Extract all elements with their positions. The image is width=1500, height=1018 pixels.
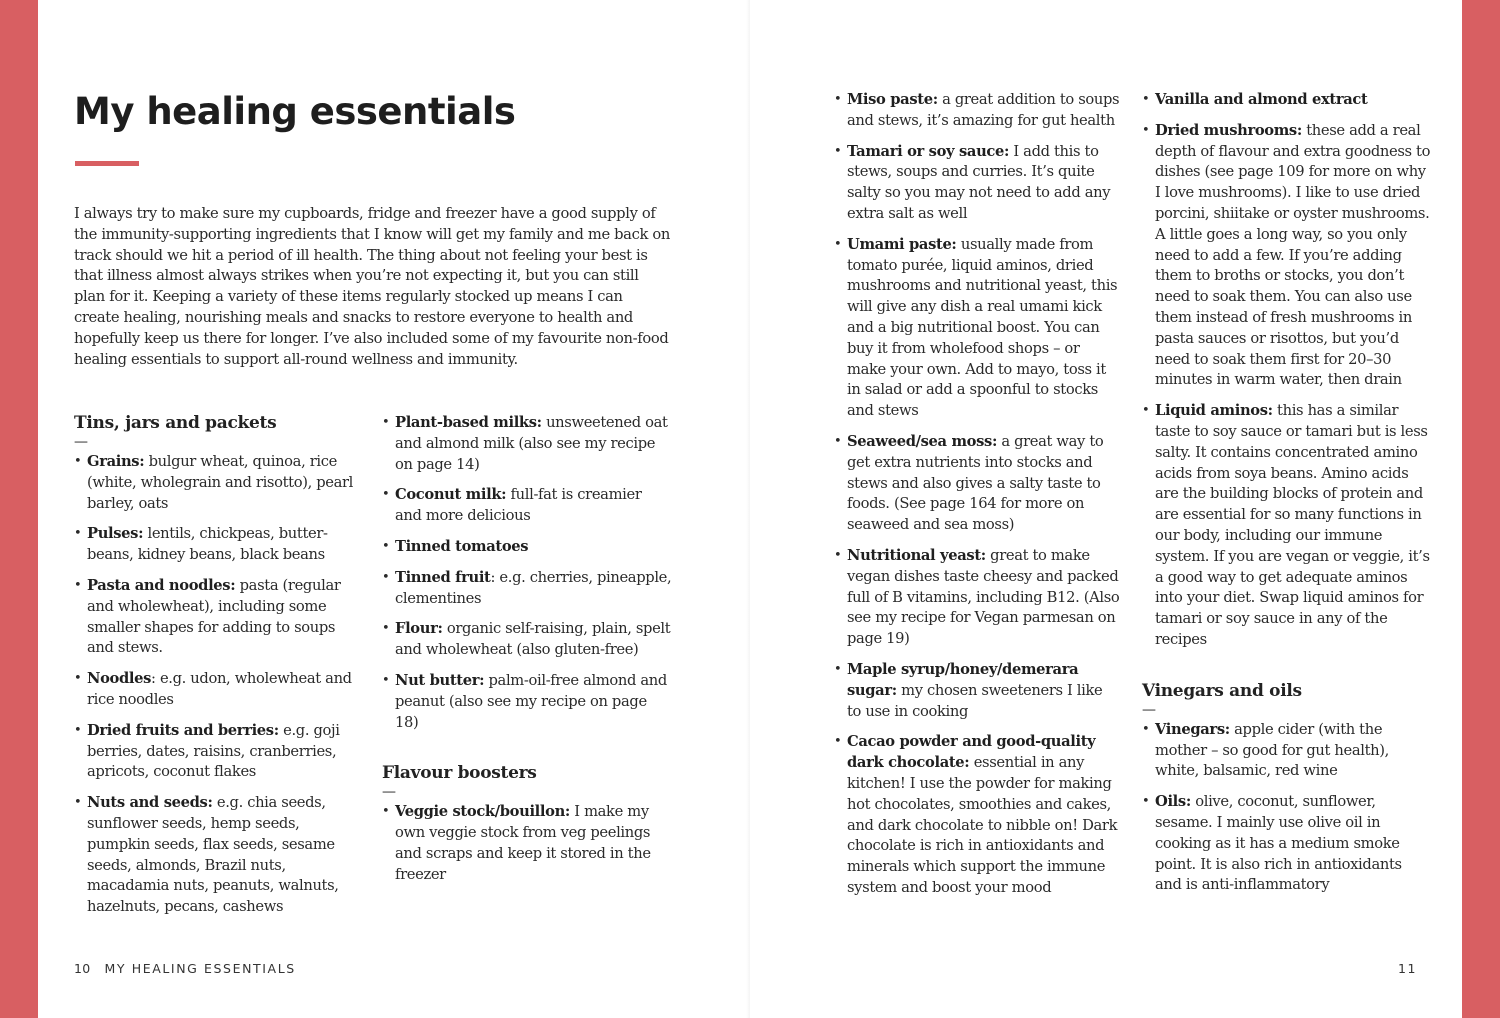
item-description: this has a similar taste to soy sauce or tamari but is less salty. It contains concentrated amino acids from soya beans. Amino acids are the building blocks of protein and are essential for so many functions in our body, including our immune system. If you are vegan or veggie, it’s a good way to get adequate aminos into your diet. Swap liquid aminos for tamari or soy sauce in any of the recipes — [1155, 402, 1430, 648]
item-description: essential in any kitchen! I use the powder for making hot chocolates, smoothies and cakes, and dark chocolate to nibble on! Dark chocolate is rich in antioxidants and minerals which support the immune system and boost your mood — [847, 754, 1118, 896]
bullet-icon: • — [74, 722, 82, 738]
section-title-tins-jars-packets: Tins, jars and packets — [74, 413, 277, 433]
list-item — [1142, 792, 1432, 896]
page-title: My healing essentials — [74, 90, 516, 133]
list-item — [382, 413, 672, 475]
ingredient-list-flavour-boosters-end — [1142, 90, 1432, 651]
list-item — [382, 568, 672, 610]
bullet-icon: • — [74, 454, 82, 469]
list-item — [834, 235, 1120, 422]
item-label: Veggie stock/bouillon: — [395, 803, 570, 821]
list-item — [74, 793, 364, 918]
item-label: Miso paste: — [847, 91, 938, 108]
section-gap — [382, 743, 672, 762]
page-footer-right — [1398, 961, 1417, 976]
section-dash: — — [74, 434, 88, 450]
bullet-icon: • — [834, 143, 842, 159]
left-page — [38, 0, 750, 1018]
list-item — [382, 537, 672, 558]
item-description: usually made from tomato purée, liquid aminos, dried mushrooms and nutritional yeast, this will give any dish a real umami kick and a big nutritional boost. You can buy it from wholefood shops – or make your own. Add to mayo, toss it in salad or add a spoonful to stocks and stews — [847, 235, 1118, 420]
bullet-icon: • — [834, 661, 842, 677]
item-description: pasta (regular and wholewheat), including some smaller shapes for adding to soups and stews. — [87, 576, 341, 657]
item-label: Liquid aminos: — [1155, 402, 1273, 420]
bullet-icon: • — [834, 236, 842, 252]
bullet-icon: • — [1142, 92, 1150, 107]
item-label: Tinned tomatoes — [395, 537, 529, 555]
list-item — [834, 142, 1120, 225]
item-description: a great way to get extra nutrients into stocks and stews and also gives a salty taste to foods. (See page 164 for more on seaweed and sea moss) — [847, 432, 1104, 534]
list-item — [74, 576, 364, 659]
bullet-icon: • — [834, 547, 842, 563]
page-number: 10 — [74, 961, 91, 976]
item-description: a great addition to soups and stews, it’s amazing for gut health — [847, 91, 1120, 129]
item-description: olive, coconut, sunflower, sesame. I mainly use olive oil in cooking as it has a medium smoke point. It is also rich in antioxidants and is anti-inflammatory — [1155, 793, 1402, 894]
item-description: great to make vegan dishes taste cheesy and packed full of B vitamins, including B12. (Also see my recipe for Vegan parmesan on page 19) — [847, 546, 1120, 648]
list-item — [1142, 720, 1432, 782]
title-underline — [75, 161, 139, 166]
section-gap — [1142, 661, 1432, 680]
bullet-icon: • — [834, 433, 842, 449]
intro-paragraph: I always try to make sure my cupboards, fridge and freezer have a good supply of the immunity-supporting ingredients that I know will get my family and me back on track should we hit a period of ill health. The thing about not feeling your best is that illness almost always strikes when you’re not expecting it, but you can still plan for it. Keeping a variety of these items regularly stocked up means I can create healing, nourishing meals and snacks to restore everyone to health and hopefully keep us there for longer. I’ve also included some of my favourite non-food healing essentials to support all-round wellness and immunity. — [74, 205, 670, 368]
item-description: e.g. goji berries, dates, raisins, cranberries, apricots, coconut flakes — [87, 721, 340, 781]
right-column-1 — [834, 90, 1120, 909]
item-label: Vinegars: — [1155, 720, 1230, 738]
list-item — [834, 660, 1120, 722]
list-item — [382, 619, 672, 661]
item-description: bulgur wheat, quinoa, rice (white, wholegrain and risotto), pearl barley, oats — [87, 453, 354, 512]
item-label: Nut butter: — [395, 671, 485, 689]
bullet-icon: • — [74, 526, 82, 542]
bullet-icon: • — [834, 92, 842, 107]
item-description: : e.g. udon, wholewheat and rice noodles — [87, 670, 352, 708]
bullet-icon: • — [382, 672, 390, 688]
item-description: apple cider (with the mother – so good for gut health), white, balsamic, red wine — [1155, 720, 1389, 780]
item-label: Oils: — [1155, 793, 1191, 811]
list-item — [382, 802, 672, 885]
item-label: Umami paste: — [847, 235, 957, 253]
item-label: Plant-based milks: — [395, 414, 542, 431]
list-item — [382, 671, 672, 733]
item-description: palm-oil-free almond and peanut (also see my recipe on page 18) — [395, 671, 667, 731]
bullet-icon: • — [382, 487, 390, 503]
bullet-icon: • — [1142, 122, 1150, 138]
ingredient-list-flavour-boosters — [382, 802, 672, 885]
item-description: lentils, chickpeas, butter-beans, kidney beans, black beans — [87, 525, 328, 564]
item-description: I make my own veggie stock from veg peelings and scraps and keep it stored in the freezer — [395, 803, 651, 883]
bullet-icon: • — [1142, 721, 1150, 737]
item-label: Maple syrup/honey/demerara sugar: — [847, 660, 1079, 699]
list-item — [382, 485, 672, 527]
ingredient-list-flavour-boosters-continued — [834, 90, 1120, 899]
item-label: Flour: — [395, 620, 443, 638]
item-description: unsweetened oat and almond milk (also see my recipe on page 14) — [395, 414, 668, 473]
item-label: Noodles — [87, 670, 152, 688]
section-title-vinegars-oils: Vinegars and oils — [1142, 680, 1302, 701]
bullet-icon: • — [74, 577, 82, 593]
list-item — [834, 546, 1120, 650]
item-label: Seaweed/sea moss: — [847, 432, 998, 450]
section-dash: — — [382, 784, 396, 801]
list-item — [834, 90, 1120, 132]
bullet-icon: • — [382, 538, 390, 554]
running-head: MY HEALING ESSENTIALS — [104, 961, 296, 976]
section-title-flavour-boosters: Flavour boosters — [382, 763, 537, 784]
bullet-icon: • — [834, 734, 842, 750]
item-description: my chosen sweeteners I like to use in cooking — [847, 681, 1103, 720]
list-item — [74, 452, 364, 514]
bullet-icon: • — [1142, 794, 1150, 810]
item-label: Pasta and noodles: — [87, 576, 236, 594]
item-description: organic self-raising, plain, spelt and wholewheat (also gluten-free) — [395, 620, 671, 659]
ingredient-list-tins-continued — [382, 413, 672, 733]
list-item — [74, 721, 364, 783]
bullet-icon: • — [1142, 403, 1150, 419]
bullet-icon: • — [382, 804, 390, 820]
ingredient-list-tins — [74, 452, 364, 918]
item-label: Nutritional yeast: — [847, 546, 986, 564]
item-label: Vanilla and almond extract — [1155, 91, 1368, 108]
list-item — [1142, 401, 1432, 651]
right-page — [750, 0, 1462, 1018]
page-footer-left — [74, 961, 296, 976]
list-item — [1142, 90, 1432, 111]
bullet-icon: • — [382, 569, 390, 585]
bullet-icon: • — [382, 415, 390, 430]
item-description: I add this to stews, soups and curries. It’s quite salty so you may not need to add any extra salt as well — [847, 142, 1111, 222]
item-label: Grains: — [87, 453, 145, 470]
item-label: Coconut milk: — [395, 486, 507, 504]
ingredient-list-vinegars-oils — [1142, 720, 1432, 896]
item-description: these add a real depth of flavour and extra goodness to dishes (see page 109 for more on why I love mushrooms). I like to use dried porcini, shiitake or oyster mushrooms. A little goes a long way, so you only need to add a few. If you’re adding them to broths or stocks, you don’t need to soak them. You can also use them instead of fresh mushrooms in pasta sauces or risottos, but you’d need to soak them first for 20–30 minutes in warm water, then drain — [1155, 121, 1431, 389]
list-item — [834, 732, 1120, 898]
right-column-2 — [1142, 90, 1432, 906]
bullet-icon: • — [74, 795, 82, 811]
item-description: full-fat is creamier and more delicious — [395, 486, 642, 525]
list-item — [834, 432, 1120, 536]
list-item — [74, 524, 364, 566]
list-item — [1142, 121, 1432, 391]
section-dash: — — [1142, 701, 1156, 718]
item-label: Dried fruits and berries: — [87, 721, 279, 739]
item-label: Dried mushrooms: — [1155, 121, 1302, 139]
item-label: Cacao powder and good-quality dark chocolate: — [847, 733, 1096, 772]
bullet-icon: • — [382, 621, 390, 637]
left-column-2 — [382, 413, 672, 896]
item-label: Nuts and seeds: — [87, 794, 213, 812]
item-label: Tamari or soy sauce: — [847, 142, 1010, 160]
item-description: e.g. chia seeds, sunflower seeds, hemp seeds, pumpkin seeds, flax seeds, sesame seeds, almonds, Brazil nuts, macadamia nuts, peanuts, walnuts, hazelnuts, pecans, cashews — [87, 794, 339, 916]
page-number: 11 — [1398, 961, 1418, 976]
item-label: Pulses: — [87, 525, 144, 543]
left-column-1 — [74, 412, 364, 928]
item-label: Tinned fruit — [395, 568, 491, 586]
list-item — [74, 669, 364, 711]
item-description: : e.g. cherries, pineapple, clementines — [395, 568, 672, 607]
bullet-icon: • — [74, 671, 82, 687]
